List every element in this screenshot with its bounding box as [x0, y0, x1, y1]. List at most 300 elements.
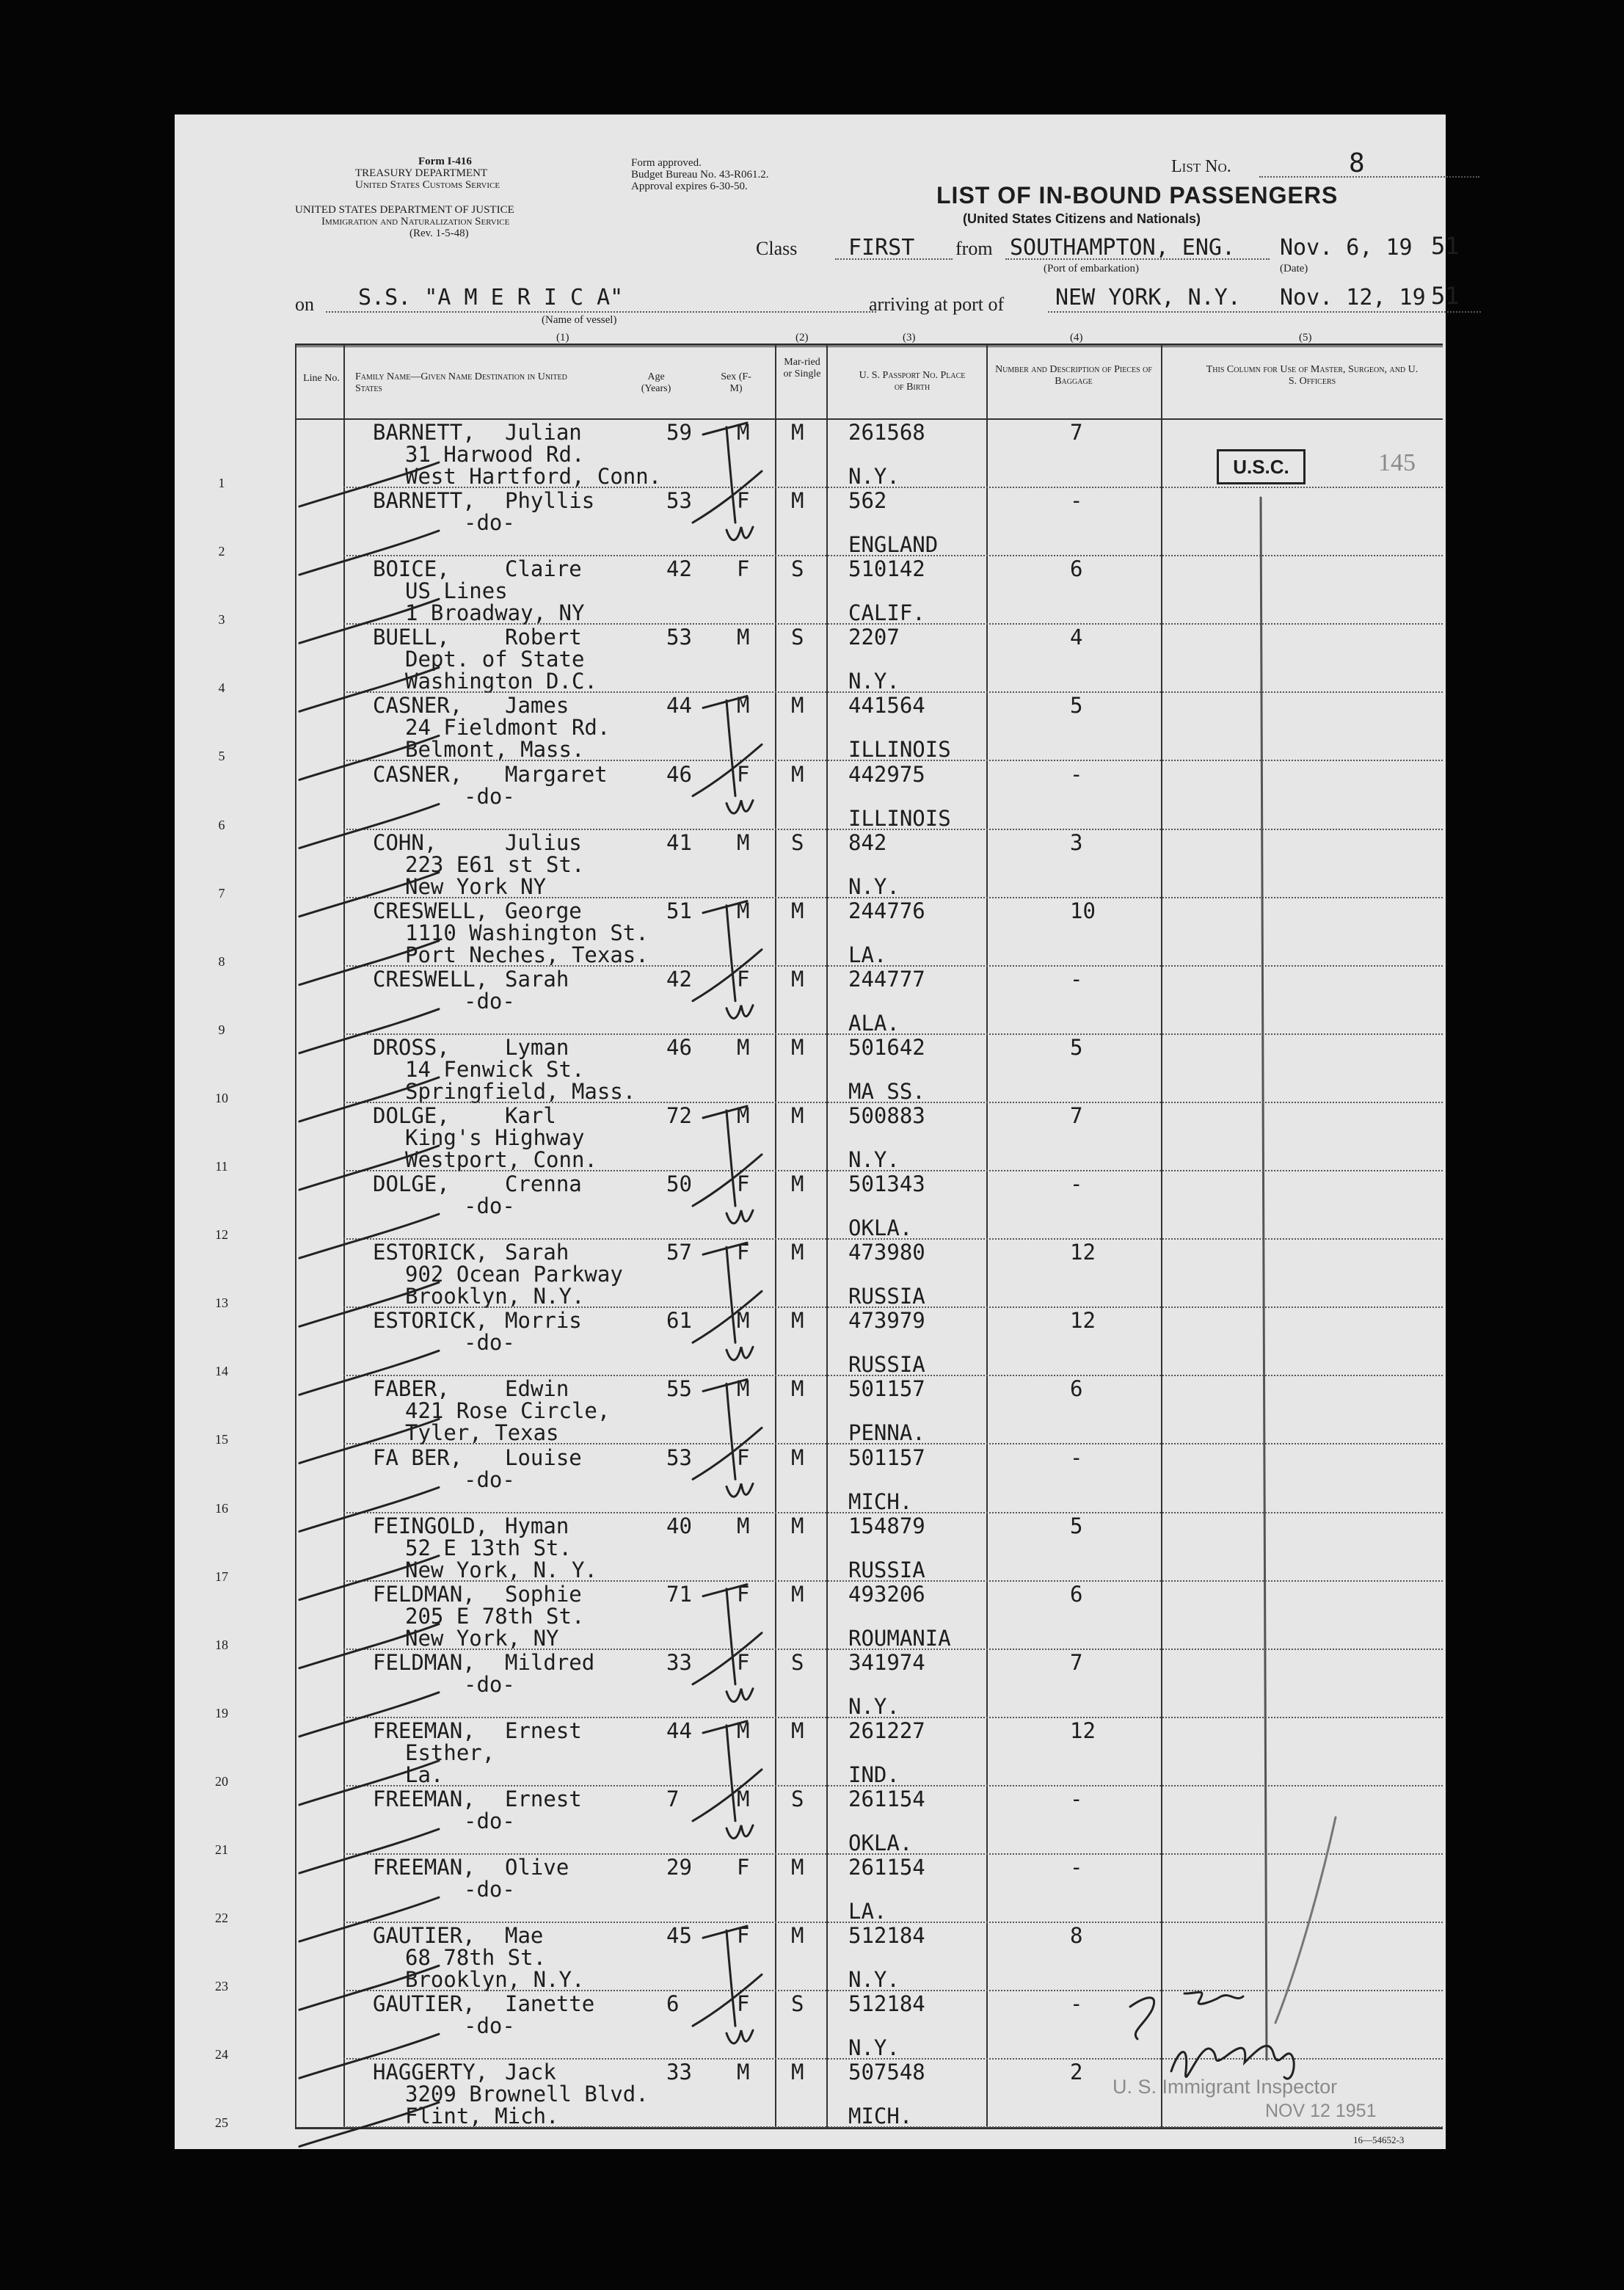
given-name: Claire	[505, 556, 582, 582]
place-of-birth: ROUMANIA	[848, 1625, 951, 1651]
age: 29	[666, 1855, 692, 1880]
line-number: 12	[215, 1227, 228, 1243]
baggage-count: 5	[1070, 693, 1083, 719]
age: 44	[666, 693, 692, 719]
embarkation-caption: (Port of embarkation)	[1044, 263, 1139, 275]
address-line-1: 223 E61 st St.	[405, 851, 585, 877]
approval-expires: Approval expires 6-30-50.	[631, 181, 748, 192]
line-number: 6	[218, 817, 225, 832]
dept-treasury: TREASURY DEPARTMENT	[355, 167, 488, 179]
marital-status: S	[791, 1649, 804, 1675]
form-revision: (Rev. 1-5-48)	[409, 228, 469, 239]
baggage-count: 7	[1070, 1649, 1083, 1675]
family-name: FELDMAN,	[373, 1581, 476, 1607]
sex: F	[737, 966, 750, 992]
passport-number: 261227	[848, 1717, 925, 1743]
sex: F	[737, 488, 750, 514]
baggage-count: 10	[1070, 898, 1096, 923]
header-name: Family Name—Given Name Destination in United States	[355, 371, 567, 394]
address-line-1: 52 E 13th St.	[405, 1535, 572, 1560]
line-number: 24	[215, 2047, 228, 2062]
marital-status: M	[791, 761, 804, 787]
sex: M	[737, 829, 750, 855]
baggage-count: -	[1070, 761, 1083, 787]
age: 55	[666, 1376, 692, 1402]
header-sex: Sex (F-M)	[721, 371, 751, 394]
address-line-2: Washington D.C.	[405, 669, 597, 694]
family-name: BARNETT,	[373, 488, 476, 514]
address-line-1: 31 Harwood Rd.	[405, 442, 585, 467]
marital-status: M	[791, 1855, 804, 1880]
age: 40	[666, 1513, 692, 1538]
place-of-birth: N.Y.	[848, 669, 900, 694]
address-line-2: Belmont, Mass.	[405, 737, 585, 763]
family-name: DROSS,	[373, 1034, 450, 1060]
age: 33	[666, 1649, 692, 1675]
passport-number: 261154	[848, 1855, 925, 1880]
class-value: FIRST	[848, 235, 915, 261]
vessel-name: S.S. "A M E R I C A"	[358, 285, 624, 310]
passport-number: 473979	[848, 1308, 925, 1334]
table-row	[175, 1991, 1446, 2060]
place-of-birth: N.Y.	[848, 1147, 900, 1172]
marital-status: M	[791, 1581, 804, 1607]
place-of-birth: ALA.	[848, 1010, 900, 1036]
given-name: Sarah	[505, 966, 569, 992]
place-of-birth: OKLA.	[848, 1831, 913, 1855]
place-of-birth: RUSSIA	[848, 1557, 925, 1582]
address-line-2: West Hartford, Conn.	[405, 464, 662, 489]
address-line-1: -do-	[464, 1330, 515, 1356]
col-num-4: (4)	[1070, 332, 1083, 344]
age: 46	[666, 1034, 692, 1060]
family-name: FA BER,	[373, 1444, 463, 1470]
line-number: 13	[215, 1295, 228, 1311]
place-of-birth: OKLA.	[848, 1215, 913, 1241]
table-row	[175, 625, 1446, 696]
sex: M	[737, 1717, 750, 1743]
line-number: 20	[215, 1773, 228, 1789]
address-line-1: -do-	[464, 2013, 515, 2039]
age: 45	[666, 1923, 692, 1949]
table-row	[175, 1035, 1446, 1103]
family-name: FREEMAN,	[373, 1786, 476, 1811]
marital-status: S	[791, 829, 804, 855]
passport-number: 154879	[848, 1513, 925, 1538]
col-num-5: (5)	[1299, 332, 1312, 344]
table-row	[175, 967, 1446, 1035]
dept-justice: UNITED STATES DEPARTMENT OF JUSTICE	[295, 204, 514, 216]
given-name: Mae	[505, 1923, 544, 1949]
address-line-2: Flint, Mich.	[405, 2104, 559, 2129]
page-title: LIST OF IN-BOUND PASSENGERS	[936, 182, 1339, 208]
line-number: 9	[218, 1022, 225, 1037]
given-name: Crenna	[505, 1171, 582, 1197]
age: 71	[666, 1581, 692, 1607]
age: 33	[666, 2060, 692, 2085]
line-number: 16	[215, 1500, 228, 1516]
address-line-2: Tyler, Texas	[405, 1420, 559, 1446]
address-line-1: -do-	[464, 1809, 515, 1833]
address-line-1: -do-	[464, 1671, 515, 1697]
table-row	[175, 1444, 1446, 1516]
table-row	[175, 1923, 1446, 1994]
sex: F	[737, 1991, 750, 2017]
given-name: Ernest	[505, 1786, 582, 1811]
line-number: 23	[215, 1979, 228, 1994]
address-line-1: 3209 Brownell Blvd.	[405, 2082, 649, 2107]
place-of-birth: ENGLAND	[848, 532, 939, 558]
address-line-1: 1110 Washington St.	[405, 920, 649, 945]
place-of-birth: RUSSIA	[848, 1352, 925, 1378]
passport-number: 493206	[848, 1581, 925, 1607]
place-of-birth: N.Y.	[848, 1693, 900, 1719]
line-number: 17	[215, 1569, 228, 1584]
age: 53	[666, 488, 692, 514]
baggage-count: 7	[1070, 420, 1083, 445]
age: 50	[666, 1171, 692, 1197]
table-row	[175, 1855, 1446, 1926]
sex: F	[737, 1444, 750, 1470]
age: 72	[666, 1103, 692, 1128]
place-of-birth: N.Y.	[848, 873, 900, 899]
given-name: Jack	[505, 2060, 556, 2085]
address-line-2: Brooklyn, N.Y.	[405, 1284, 585, 1309]
address-line-1: King's Highway	[405, 1125, 585, 1150]
passport-number: 501157	[848, 1444, 925, 1470]
address-line-2: Springfield, Mass.	[405, 1078, 636, 1104]
address-line-2: La.	[405, 1762, 444, 1787]
baggage-count: 6	[1070, 1581, 1083, 1607]
table-row	[175, 1513, 1446, 1582]
age: 44	[666, 1717, 692, 1743]
marital-status: M	[791, 488, 804, 514]
address-line-1: -do-	[464, 1193, 515, 1219]
baggage-count: 8	[1070, 1923, 1083, 1949]
family-name: ESTORICK,	[373, 1308, 489, 1334]
family-name: BUELL,	[373, 625, 450, 650]
given-name: Hyman	[505, 1513, 569, 1538]
marital-status: S	[791, 1786, 804, 1811]
col-num-3: (3)	[903, 332, 916, 344]
address-line-1: -do-	[464, 1466, 515, 1492]
sex: M	[737, 420, 750, 445]
family-name: FABER,	[373, 1376, 450, 1402]
family-name: GAUTIER,	[373, 1991, 476, 2017]
given-name: Mildred	[505, 1649, 595, 1675]
address-line-1: -do-	[464, 783, 515, 809]
given-name: Julian	[505, 420, 582, 445]
address-line-2: Brooklyn, N.Y.	[405, 1967, 585, 1993]
sex: M	[737, 1034, 750, 1060]
marital-status: M	[791, 966, 804, 992]
arrival-port: NEW YORK, N.Y.	[1055, 285, 1241, 310]
baggage-count: -	[1070, 1991, 1083, 2017]
address-line-1: -do-	[464, 510, 515, 536]
passport-number: 261568	[848, 420, 925, 445]
manifest-sheet	[175, 114, 1460, 2149]
sex: F	[737, 1923, 750, 1949]
baggage-count: 2	[1070, 2060, 1083, 2085]
baggage-count: 12	[1070, 1717, 1096, 1743]
given-name: George	[505, 898, 582, 923]
given-name: Louise	[505, 1444, 582, 1470]
address-line-1: Esther,	[405, 1740, 495, 1765]
embarkation-year: 51	[1431, 232, 1460, 260]
passport-number: 501642	[848, 1034, 925, 1060]
family-name: FEINGOLD,	[373, 1513, 489, 1538]
marital-status: M	[791, 2060, 804, 2085]
col-num-2: (2)	[795, 332, 809, 344]
line-number: 15	[215, 1432, 228, 1447]
marital-status: M	[791, 1308, 804, 1334]
place-of-birth: LA.	[848, 942, 887, 967]
family-name: BOICE,	[373, 556, 450, 582]
baggage-count: -	[1070, 1855, 1083, 1880]
marital-status: M	[791, 693, 804, 719]
address-line-1: US Lines	[405, 578, 508, 604]
age: 61	[666, 1308, 692, 1334]
gray-stamp-number: 145	[1378, 449, 1416, 476]
passport-number: 501343	[848, 1171, 925, 1197]
col-num-1: (1)	[556, 332, 569, 344]
address-line-1: 68 78th St.	[405, 1945, 547, 1971]
age: 7	[666, 1786, 680, 1811]
list-no-value: 8	[1349, 148, 1365, 178]
passport-number: 2207	[848, 625, 900, 650]
marital-status: S	[791, 625, 804, 650]
address-line-1: 14 Fenwick St.	[405, 1056, 585, 1082]
place-of-birth: LA.	[848, 1899, 887, 1924]
given-name: Phyllis	[505, 488, 595, 514]
family-name: CASNER,	[373, 693, 463, 719]
dept-justice-sub: Immigration and Naturalization Service	[321, 216, 510, 228]
baggage-count: 6	[1070, 556, 1083, 582]
address-line-1: 902 Ocean Parkway	[405, 1262, 623, 1287]
passport-number: 473980	[848, 1240, 925, 1265]
address-line-1: -do-	[464, 988, 515, 1014]
given-name: Julius	[505, 829, 582, 855]
age: 53	[666, 625, 692, 650]
marital-status: M	[791, 1240, 804, 1265]
given-name: Robert	[505, 625, 582, 650]
family-name: FELDMAN,	[373, 1649, 476, 1675]
inspector-stamp-date: NOV 12 1951	[1265, 2101, 1377, 2121]
place-of-birth: MICH.	[848, 2104, 913, 2129]
given-name: Margaret	[505, 761, 608, 787]
sex: M	[737, 898, 750, 923]
place-of-birth: MICH.	[848, 1488, 913, 1514]
given-name: Sarah	[505, 1240, 569, 1265]
address-line-2: New York, NY	[405, 1625, 559, 1651]
baggage-count: -	[1070, 1444, 1083, 1470]
age: 6	[666, 1991, 680, 2017]
header-officers: This Column for Use of Master, Surgeon, and U. S. Officers	[1206, 364, 1419, 387]
header-married: Mar-ried or Single	[783, 357, 821, 379]
marital-status: M	[791, 1376, 804, 1402]
given-name: Ernest	[505, 1717, 582, 1743]
table-row	[175, 488, 1446, 559]
place-of-birth: IND.	[848, 1762, 900, 1787]
table-row	[175, 1240, 1446, 1311]
marital-status: M	[791, 1034, 804, 1060]
address-line-1: Dept. of State	[405, 647, 585, 672]
sex: F	[737, 1171, 750, 1197]
passport-number: 442975	[848, 761, 925, 787]
baggage-count: 5	[1070, 1034, 1083, 1060]
line-number: 25	[215, 2115, 228, 2131]
table-row	[175, 1786, 1446, 1855]
header-baggage: Number and Description of Pieces of Baggage	[995, 364, 1152, 387]
address-line-2: Westport, Conn.	[405, 1147, 597, 1172]
form-number: Form I-416	[418, 156, 472, 167]
marital-status: S	[791, 556, 804, 582]
place-of-birth: ILLINOIS	[848, 805, 951, 831]
line-number: 4	[218, 680, 225, 696]
passport-number: 512184	[848, 1923, 925, 1949]
address-line-2: 1 Broadway, NY	[405, 600, 585, 626]
passport-number: 500883	[848, 1103, 925, 1128]
table-row	[175, 556, 1446, 628]
line-number: 21	[215, 1842, 228, 1857]
place-of-birth: CALIF.	[848, 600, 925, 626]
marital-status: M	[791, 420, 804, 445]
header-passport: U. S. Passport No. Place of Birth	[859, 370, 966, 393]
baggage-count: 7	[1070, 1103, 1083, 1128]
table-row	[175, 1376, 1446, 1447]
family-name: GAUTIER,	[373, 1923, 476, 1949]
age: 42	[666, 556, 692, 582]
place-of-birth: N.Y.	[848, 464, 900, 489]
header-line-no: Line No.	[303, 373, 340, 384]
table-row	[175, 1650, 1446, 1718]
vessel-caption: (Name of vessel)	[542, 314, 617, 326]
line-number: 11	[215, 1159, 228, 1174]
footer-code: 16—54652-3	[1353, 2134, 1405, 2145]
passport-number: 562	[848, 488, 887, 514]
table-row	[175, 762, 1446, 830]
family-name: ESTORICK,	[373, 1240, 489, 1265]
given-name: Ianette	[505, 1991, 595, 2017]
line-number: 5	[218, 749, 225, 764]
given-name: Sophie	[505, 1581, 582, 1607]
address-line-1: -do-	[464, 1877, 515, 1902]
table-row	[175, 1582, 1446, 1650]
given-name: Karl	[505, 1103, 556, 1128]
address-line-2: New York, N. Y.	[405, 1557, 597, 1582]
sex: F	[737, 1581, 750, 1607]
line-number: 7	[218, 885, 225, 901]
marital-status: S	[791, 1991, 804, 2017]
given-name: Lyman	[505, 1034, 569, 1060]
baggage-count: 3	[1070, 829, 1083, 855]
passport-number: 510142	[848, 556, 925, 582]
sex: F	[737, 1240, 750, 1265]
baggage-count: -	[1070, 966, 1083, 992]
table-row	[175, 693, 1446, 764]
address-line-2: New York NY	[405, 873, 547, 899]
passport-number: 341974	[848, 1649, 925, 1675]
dept-treasury-sub: United States Customs Service	[355, 179, 500, 191]
baggage-count: 12	[1070, 1240, 1096, 1265]
marital-status: M	[791, 1717, 804, 1743]
address-line-1: 421 Rose Circle,	[405, 1398, 611, 1424]
sex: M	[737, 1513, 750, 1538]
sex: M	[737, 1103, 750, 1128]
line-number: 14	[215, 1364, 228, 1379]
address-line-1: 205 E 78th St.	[405, 1603, 585, 1629]
given-name: Morris	[505, 1308, 582, 1334]
table-top-border	[295, 344, 1443, 346]
budget-bureau: Budget Bureau No. 43-R061.2.	[631, 169, 769, 181]
baggage-count: -	[1070, 1786, 1083, 1811]
passport-number: 261154	[848, 1786, 925, 1811]
place-of-birth: N.Y.	[848, 2035, 900, 2061]
sex: M	[737, 2060, 750, 2085]
sex: M	[737, 1308, 750, 1334]
place-of-birth: MA SS.	[848, 1078, 925, 1104]
line-number: 22	[215, 1911, 228, 1926]
line-number: 2	[218, 544, 225, 559]
marital-status: M	[791, 1171, 804, 1197]
address-line-1: 24 Fieldmont Rd.	[405, 715, 611, 741]
place-of-birth: ILLINOIS	[848, 737, 951, 763]
arrival-date: Nov. 12, 19	[1280, 285, 1426, 310]
sex: M	[737, 693, 750, 719]
marital-status: M	[791, 898, 804, 923]
port-of-embarkation: SOUTHAMPTON, ENG.	[1010, 235, 1236, 261]
date-caption: (Date)	[1280, 263, 1308, 275]
row-divider	[343, 2126, 1443, 2129]
age: 51	[666, 898, 692, 923]
class-label: Class	[756, 238, 798, 259]
line-number: 10	[215, 1090, 228, 1105]
given-name: James	[505, 693, 569, 719]
sex: F	[737, 761, 750, 787]
sex: M	[737, 1376, 750, 1402]
marital-status: M	[791, 1513, 804, 1538]
family-name: FREEMAN,	[373, 1855, 476, 1880]
table-row	[175, 1103, 1446, 1174]
place-of-birth: PENNA.	[848, 1420, 925, 1446]
family-name: HAGGERTY,	[373, 2060, 489, 2085]
family-name: DOLGE,	[373, 1171, 450, 1197]
page-subtitle: (United States Citizens and Nationals)	[963, 211, 1201, 226]
from-label: from	[955, 238, 993, 259]
passport-number: 512184	[848, 1991, 925, 2017]
table-row	[175, 1171, 1446, 1243]
embarkation-date: Nov. 6, 19	[1280, 235, 1413, 261]
given-name: Edwin	[505, 1376, 569, 1402]
baggage-count: 6	[1070, 1376, 1083, 1402]
age: 41	[666, 829, 692, 855]
passport-number: 507548	[848, 2060, 925, 2085]
line-number: 19	[215, 1705, 228, 1720]
given-name: Olive	[505, 1855, 569, 1880]
passport-number: 842	[848, 829, 887, 855]
sex: F	[737, 556, 750, 582]
sex: M	[737, 1786, 750, 1811]
table-row	[175, 898, 1446, 967]
line-number: 18	[215, 1637, 228, 1652]
table-row	[175, 1308, 1446, 1379]
passport-number: 441564	[848, 693, 925, 719]
age: 53	[666, 1444, 692, 1470]
passport-number: 244776	[848, 898, 925, 923]
place-of-birth: RUSSIA	[848, 1284, 925, 1309]
header-age: Age (Years)	[641, 371, 671, 394]
usc-stamp: U.S.C.	[1217, 449, 1306, 484]
